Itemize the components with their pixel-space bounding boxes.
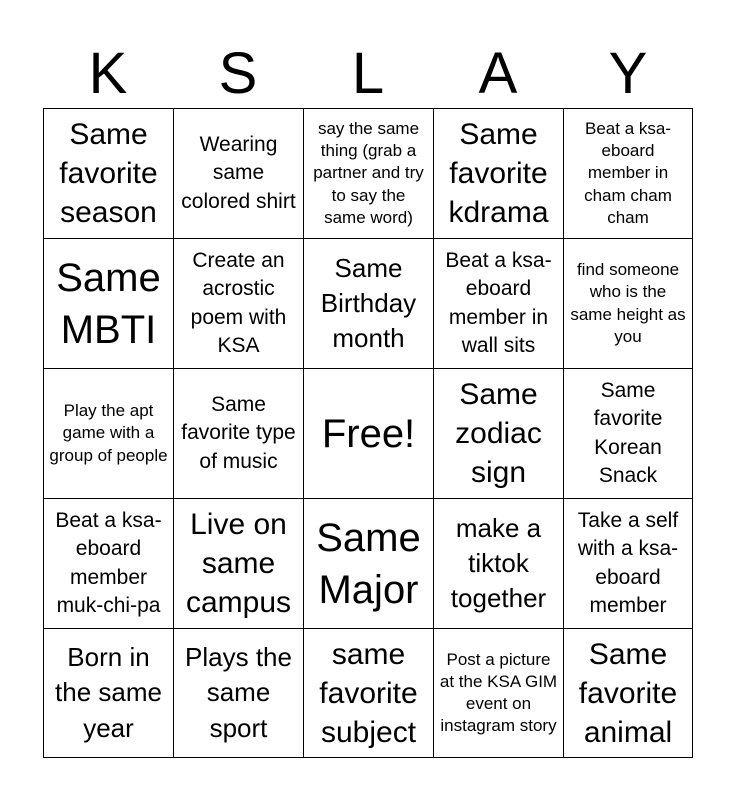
- cell-text: Beat a ksa-eboard member in cham cham cham: [584, 119, 672, 227]
- bingo-cell[interactable]: [303, 238, 433, 368]
- cell-text: Post a picture at the KSA GIM event on instagram story: [439, 649, 558, 736]
- bingo-cell[interactable]: [173, 108, 303, 238]
- bingo-cell[interactable]: [173, 628, 303, 758]
- bingo-board: [43, 108, 693, 758]
- bingo-cell[interactable]: [433, 628, 563, 758]
- cell-text: Play the apt game with a group of people: [49, 401, 168, 465]
- bingo-cell[interactable]: [433, 108, 563, 238]
- cell-text: Same favorite season: [59, 118, 158, 229]
- bingo-cell[interactable]: [433, 368, 563, 498]
- cell-text: Same zodiac sign: [455, 378, 542, 489]
- bingo-cell[interactable]: [43, 238, 173, 368]
- bingo-cell[interactable]: [433, 238, 563, 368]
- cell-text: Same favorite kdrama: [448, 118, 549, 229]
- bingo-cell[interactable]: [303, 498, 433, 628]
- header-letter-k: K: [88, 41, 128, 106]
- bingo-cell[interactable]: [43, 108, 173, 238]
- bingo-cell[interactable]: [43, 368, 173, 498]
- bingo-header: [43, 40, 693, 108]
- bingo-cell[interactable]: [43, 628, 173, 758]
- cell-text: find someone who is the same height as you: [570, 260, 686, 346]
- bingo-cell[interactable]: [563, 238, 693, 368]
- cell-text: Same Birthday month: [320, 252, 417, 354]
- header-letter-l: L: [351, 41, 385, 106]
- bingo-cell[interactable]: [563, 368, 693, 498]
- cell-text: Same favorite Korean Snack: [593, 378, 663, 487]
- cell-text: Plays the same sport: [185, 642, 292, 743]
- cell-text: Beat a ksa-eboard member in wall sits: [445, 248, 552, 357]
- cell-text: Born in the same year: [55, 642, 162, 743]
- cell-text: make a tiktok together: [450, 512, 547, 614]
- bingo-cell[interactable]: [433, 498, 563, 628]
- bingo-cell[interactable]: [563, 498, 693, 628]
- cell-text: say the same thing (grab a partner and try to say the same word): [313, 119, 424, 227]
- cell-text: Same favorite animal: [578, 637, 678, 749]
- bingo-cell[interactable]: [303, 628, 433, 758]
- header-letter-a: A: [478, 41, 518, 106]
- bingo-cell[interactable]: [173, 238, 303, 368]
- bingo-cell[interactable]: [563, 108, 693, 238]
- cell-text: Take a self with a ksa-eboard member: [577, 508, 679, 617]
- cell-text: Wearing same colored shirt: [181, 132, 296, 213]
- bingo-cell[interactable]: [303, 108, 433, 238]
- cell-text: Create an acrostic poem with KSA: [190, 248, 287, 357]
- cell-text: same favorite subject: [319, 637, 418, 749]
- bingo-cell[interactable]: [563, 628, 693, 758]
- cell-text: Beat a ksa-eboard member muk-chi-pa: [55, 508, 162, 617]
- cell-text: Live on same campus: [185, 508, 292, 619]
- cell-text: Same MBTI: [56, 255, 161, 352]
- bingo-cell[interactable]: [173, 368, 303, 498]
- bingo-cell[interactable]: [43, 498, 173, 628]
- header-letter-s: S: [218, 41, 258, 106]
- header-letter-y: Y: [608, 41, 648, 106]
- cell-text: Same favorite type of music: [181, 392, 296, 473]
- cell-text: Free!: [321, 411, 416, 456]
- free-space[interactable]: [303, 368, 433, 498]
- cell-text: Same Major: [316, 515, 421, 612]
- bingo-cell[interactable]: [173, 498, 303, 628]
